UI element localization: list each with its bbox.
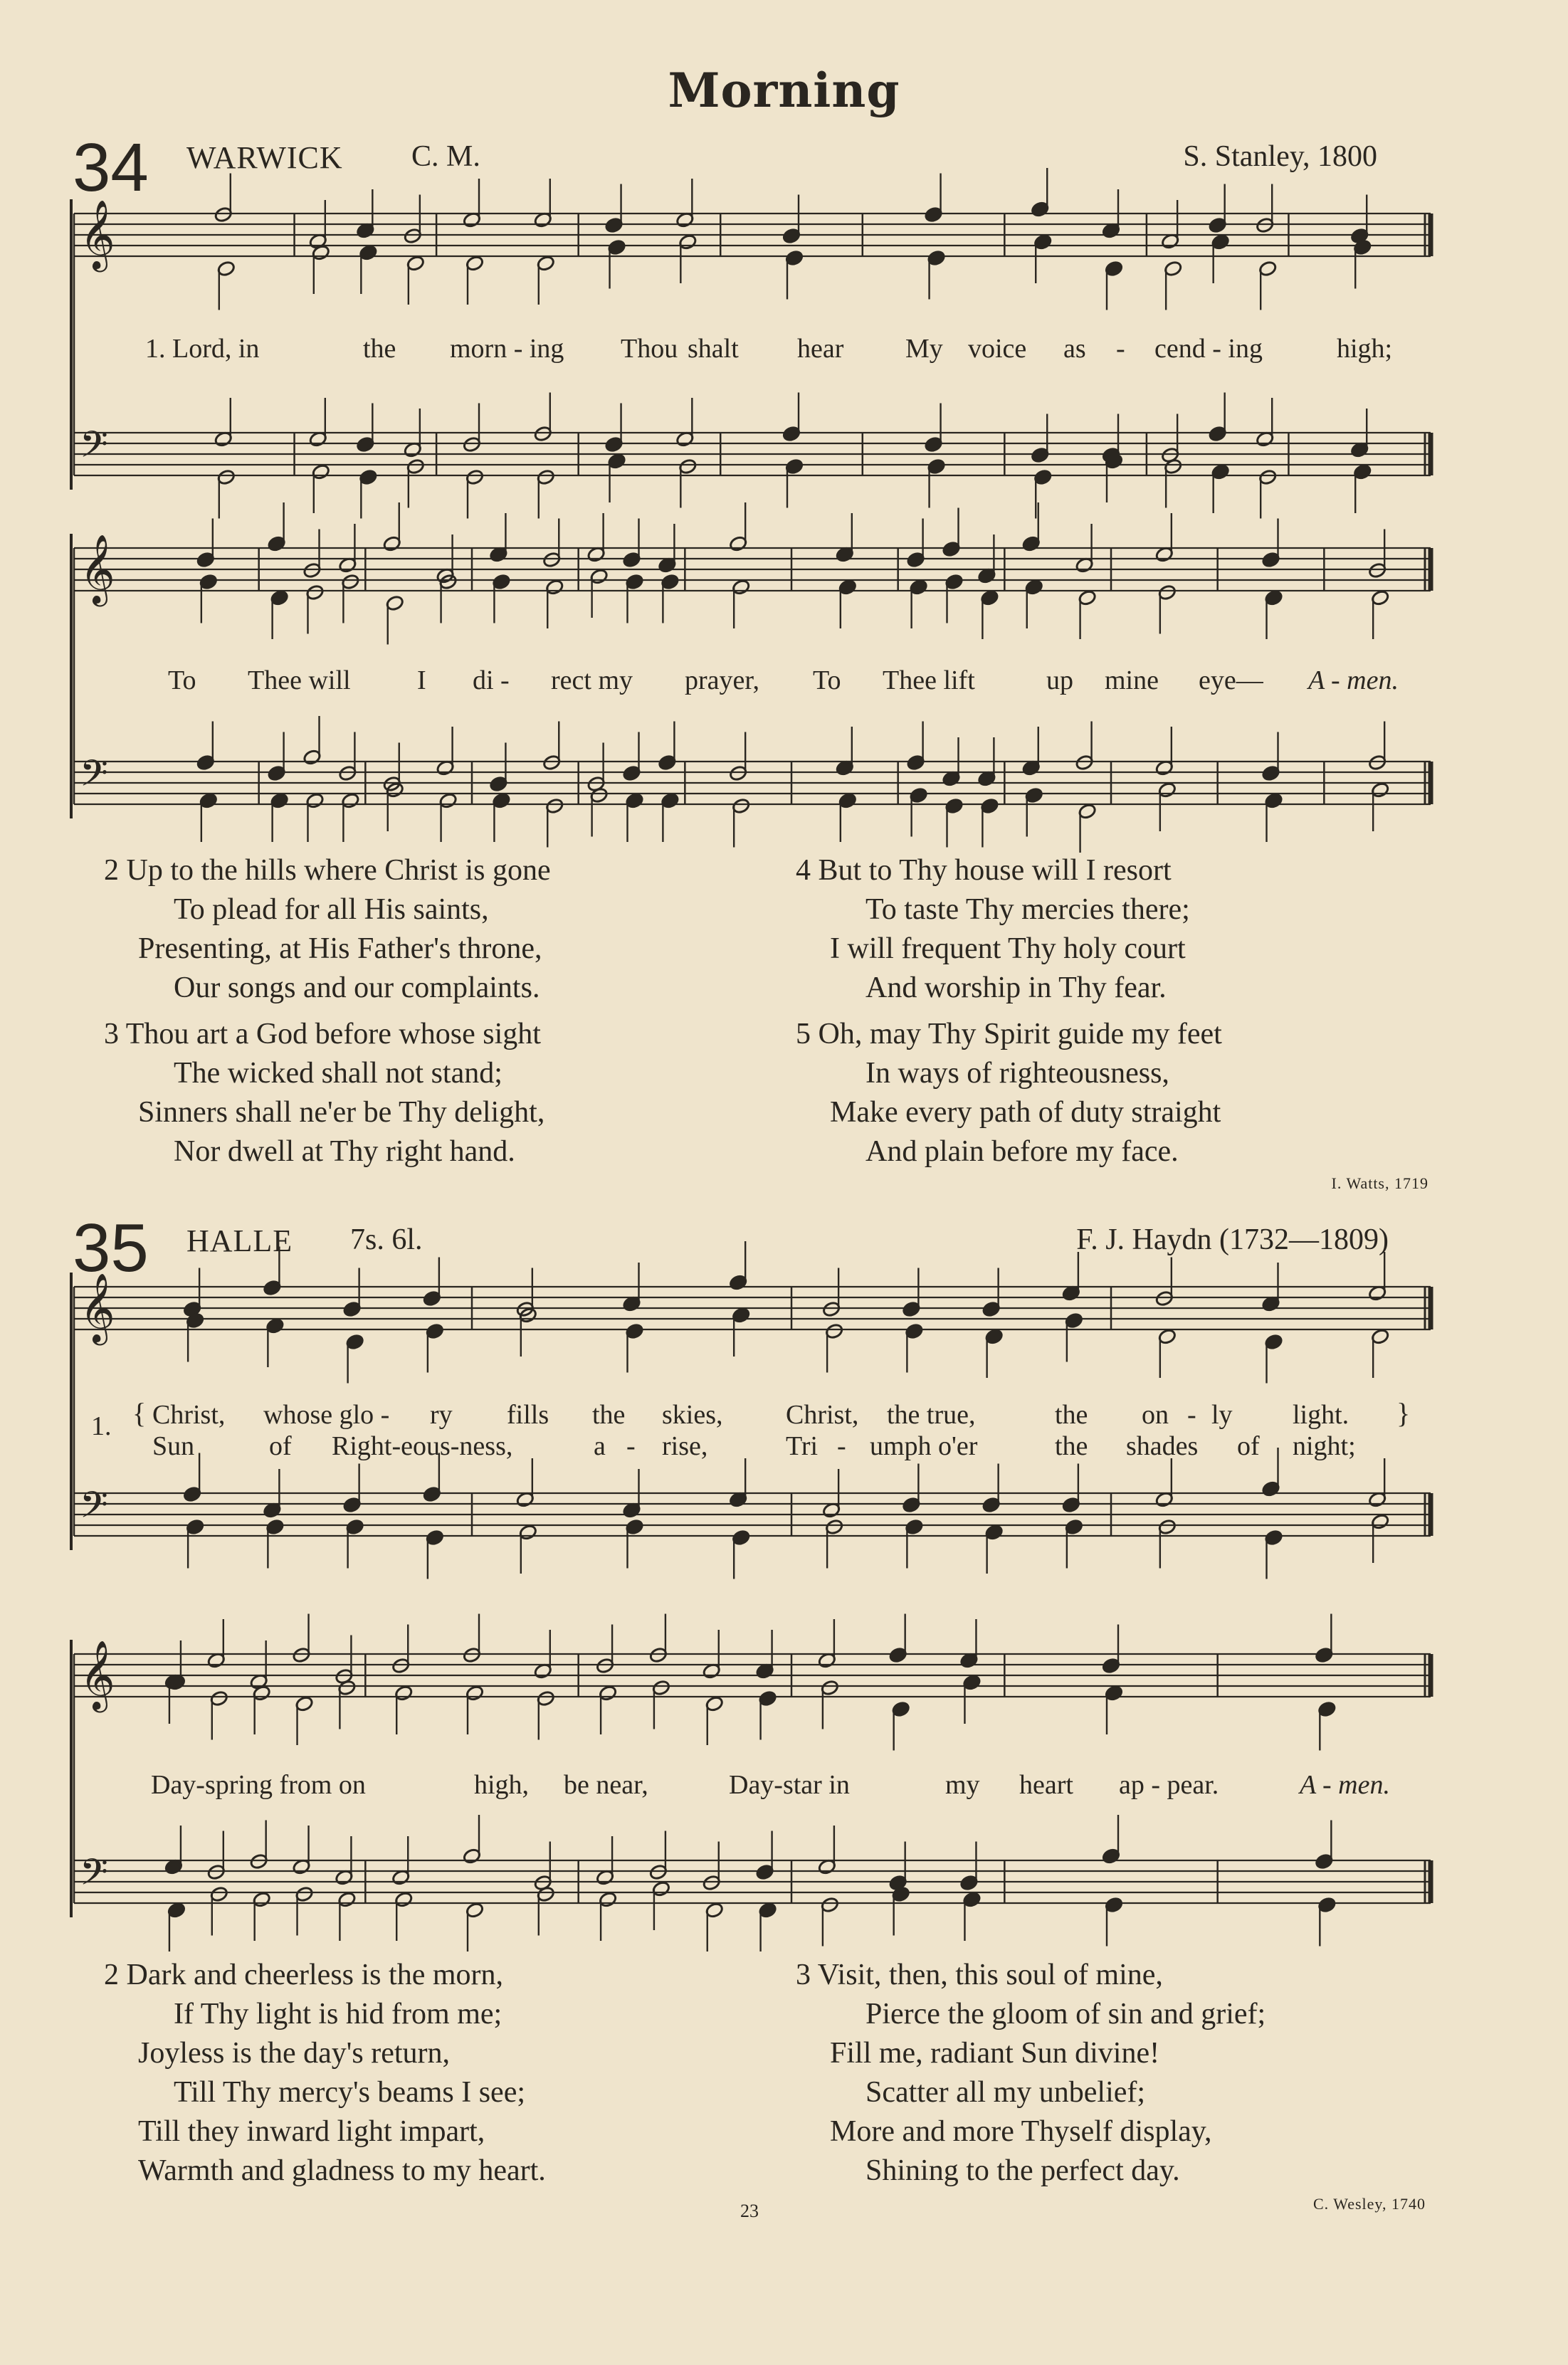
verse-line: Sinners shall ne'er be Thy delight, [138, 1096, 545, 1129]
lyric-syllable: on [1142, 1400, 1169, 1430]
lyric-syllable: heart [1019, 1770, 1073, 1800]
bass-clef-icon: 𝄢 [80, 1483, 108, 1535]
lyric-syllable: Thee will [248, 665, 351, 695]
tune-name: WARWICK [186, 140, 343, 175]
lyric-syllable: rect my [551, 665, 633, 695]
lyric-syllable: My [905, 334, 943, 364]
lyric-syllable: To [813, 665, 841, 695]
brace-close: } [1396, 1397, 1411, 1429]
verse-block [104, 851, 551, 1008]
lyric-syllable: my [945, 1770, 980, 1800]
lyric-syllable: ly [1211, 1400, 1233, 1430]
lyric-syllable: high, [474, 1770, 530, 1800]
verse-number: 3 [104, 1018, 119, 1050]
verse-line: To plead for all His saints, [174, 893, 489, 926]
verse-line: Warmth and gladness to my heart. [138, 2154, 546, 2187]
lyric-syllable: Thee lift [883, 665, 975, 695]
lyric-syllable: the [592, 1400, 626, 1430]
verse-line: Fill me, radiant Sun divine! [830, 2037, 1160, 2070]
verse-line: More and more Thyself display, [830, 2115, 1212, 2148]
verse-line: Make every path of duty straight [830, 1096, 1221, 1129]
lyric-syllable: mine [1105, 665, 1159, 695]
lyric-syllable: di - [473, 665, 510, 695]
lyric-syllable: the [363, 334, 396, 364]
lyric-syllable: Thou [621, 334, 678, 364]
lyric-syllable: the true, [887, 1400, 976, 1430]
lyric-syllable: light. [1293, 1400, 1349, 1430]
lyric-syllable: To [168, 665, 196, 695]
author-credit: I. Watts, 1719 [1331, 1174, 1428, 1192]
lyric-syllable: Tri [786, 1431, 819, 1461]
treble-clef-icon: 𝄞 [80, 1640, 115, 1710]
lyric-syllable: - [837, 1431, 846, 1461]
lyric-verse-number: 1. [91, 1411, 112, 1441]
verse-line: 3 Thou art a God before whose sight [104, 1018, 541, 1050]
verse-number: 3 [796, 1959, 811, 1991]
lyric-syllable: I [417, 665, 426, 695]
verse-line: The wicked shall not stand; [174, 1057, 503, 1090]
bass-clef-icon: 𝄢 [80, 752, 108, 804]
lyric-syllable: Christ, [786, 1400, 859, 1430]
lyric-syllable: shalt [688, 334, 739, 364]
lyric-syllable: night; [1293, 1431, 1356, 1461]
lyric-syllable: the [1055, 1431, 1088, 1461]
bass-clef-icon: 𝄢 [80, 1850, 108, 1902]
treble-clef-icon: 𝄞 [80, 1273, 115, 1342]
lyric-syllable: Day-spring from on [151, 1770, 366, 1800]
lyric-syllable: Right-eous-ness, [332, 1431, 513, 1461]
verse-line: Joyless is the day's return, [138, 2037, 451, 2070]
lyric-syllable: umph o'er [870, 1431, 978, 1461]
lyric-syllable: high; [1337, 334, 1393, 364]
hymn-number: 35 [73, 1210, 149, 1286]
verse-line: 2 Up to the hills where Christ is gone [104, 854, 551, 887]
tune-name: HALLE [186, 1223, 293, 1258]
lyric-syllable: morn - ing [450, 334, 564, 364]
verse-line: 2 Dark and cheerless is the morn, [104, 1959, 503, 1991]
verse-line: Our songs and our complaints. [174, 971, 540, 1004]
lyric-syllable: skies, [662, 1400, 723, 1430]
verse-line: If Thy light is hid from me; [174, 1998, 503, 2030]
lyric-syllable: ry [430, 1400, 453, 1430]
treble-clef-icon: 𝄞 [80, 199, 115, 269]
lyric-syllable: a [594, 1431, 606, 1461]
verse-block [104, 1956, 546, 2191]
amen-label: A - men. [1300, 1770, 1390, 1800]
bass-clef-icon: 𝄢 [80, 423, 108, 475]
verse-line: Presenting, at His Father's throne, [138, 932, 542, 965]
lyric-syllable: up [1046, 665, 1073, 695]
hymn-number: 34 [73, 130, 149, 206]
composer-credit: S. Stanley, 1800 [1183, 140, 1377, 173]
verse-block [104, 1015, 544, 1171]
verse-line: Till Thy mercy's beams I see; [174, 2076, 526, 2109]
verse-line: 4 But to Thy house will I resort [796, 854, 1172, 887]
author-credit: C. Wesley, 1740 [1312, 2195, 1426, 2213]
verse-number: 2 [104, 1959, 119, 1991]
lyric-syllable: 1. Lord, in [145, 334, 260, 364]
verse-line: In ways of righteousness, [865, 1057, 1169, 1090]
lyric-syllable: hear [797, 334, 844, 364]
lyric-syllable: Sun [152, 1431, 195, 1461]
lyric-syllable: whose glo - [263, 1400, 390, 1430]
lyric-syllable: rise, [662, 1431, 708, 1461]
lyric-syllable: voice [968, 334, 1027, 364]
treble-clef-icon: 𝄞 [80, 534, 115, 604]
verse-number: 5 [796, 1018, 811, 1050]
lyric-syllable: as [1063, 334, 1086, 364]
lyric-syllable: eye— [1199, 665, 1263, 695]
verse-line: I will frequent Thy holy court [830, 932, 1186, 965]
lyric-syllable: fills [507, 1400, 549, 1430]
verse-number: 4 [796, 854, 811, 887]
lyric-syllable: of [1237, 1431, 1260, 1461]
lyric-syllable: cend - ing [1154, 334, 1263, 364]
lyric-syllable: of [269, 1431, 292, 1461]
verse-block [796, 851, 1190, 1008]
composer-credit: F. J. Haydn (1732—1809) [1076, 1223, 1389, 1256]
amen-label: A - men. [1308, 665, 1399, 695]
tune-meter: C. M. [411, 140, 480, 173]
lyric-syllable: shades [1126, 1431, 1199, 1461]
verse-line: Shining to the perfect day. [865, 2154, 1180, 2187]
page-number: 23 [740, 2201, 759, 2221]
verse-line: And worship in Thy fear. [865, 971, 1167, 1004]
lyric-syllable: prayer, [685, 665, 760, 695]
lyric-syllable: the [1055, 1400, 1088, 1430]
verse-block [796, 1956, 1266, 2191]
lyric-syllable: Christ, [152, 1400, 226, 1430]
verse-line: And plain before my face. [865, 1135, 1179, 1168]
lyric-syllable: be near, [564, 1770, 648, 1800]
lyric-syllable: ap - pear. [1119, 1770, 1219, 1800]
lyric-syllable: Day-star in [729, 1770, 850, 1800]
verse-line: Pierce the gloom of sin and grief; [865, 1998, 1266, 2030]
verse-line: Nor dwell at Thy right hand. [174, 1135, 515, 1168]
verse-line: 5 Oh, may Thy Spirit guide my feet [796, 1018, 1222, 1050]
verse-line: Till they inward light impart, [138, 2115, 485, 2148]
tune-meter: 7s. 6l. [350, 1223, 423, 1256]
lyric-syllable: - [626, 1431, 636, 1461]
verse-line: 3 Visit, then, this soul of mine, [796, 1959, 1163, 1991]
brace-open: { [132, 1397, 147, 1429]
page-title: Morning [668, 63, 900, 118]
verse-block [796, 1015, 1222, 1171]
verse-line: Scatter all my unbelief; [865, 2076, 1146, 2109]
lyric-syllable: - [1187, 1400, 1196, 1430]
lyric-syllable: - [1116, 334, 1125, 364]
verse-line: To taste Thy mercies there; [865, 893, 1190, 926]
verse-number: 2 [104, 854, 119, 887]
